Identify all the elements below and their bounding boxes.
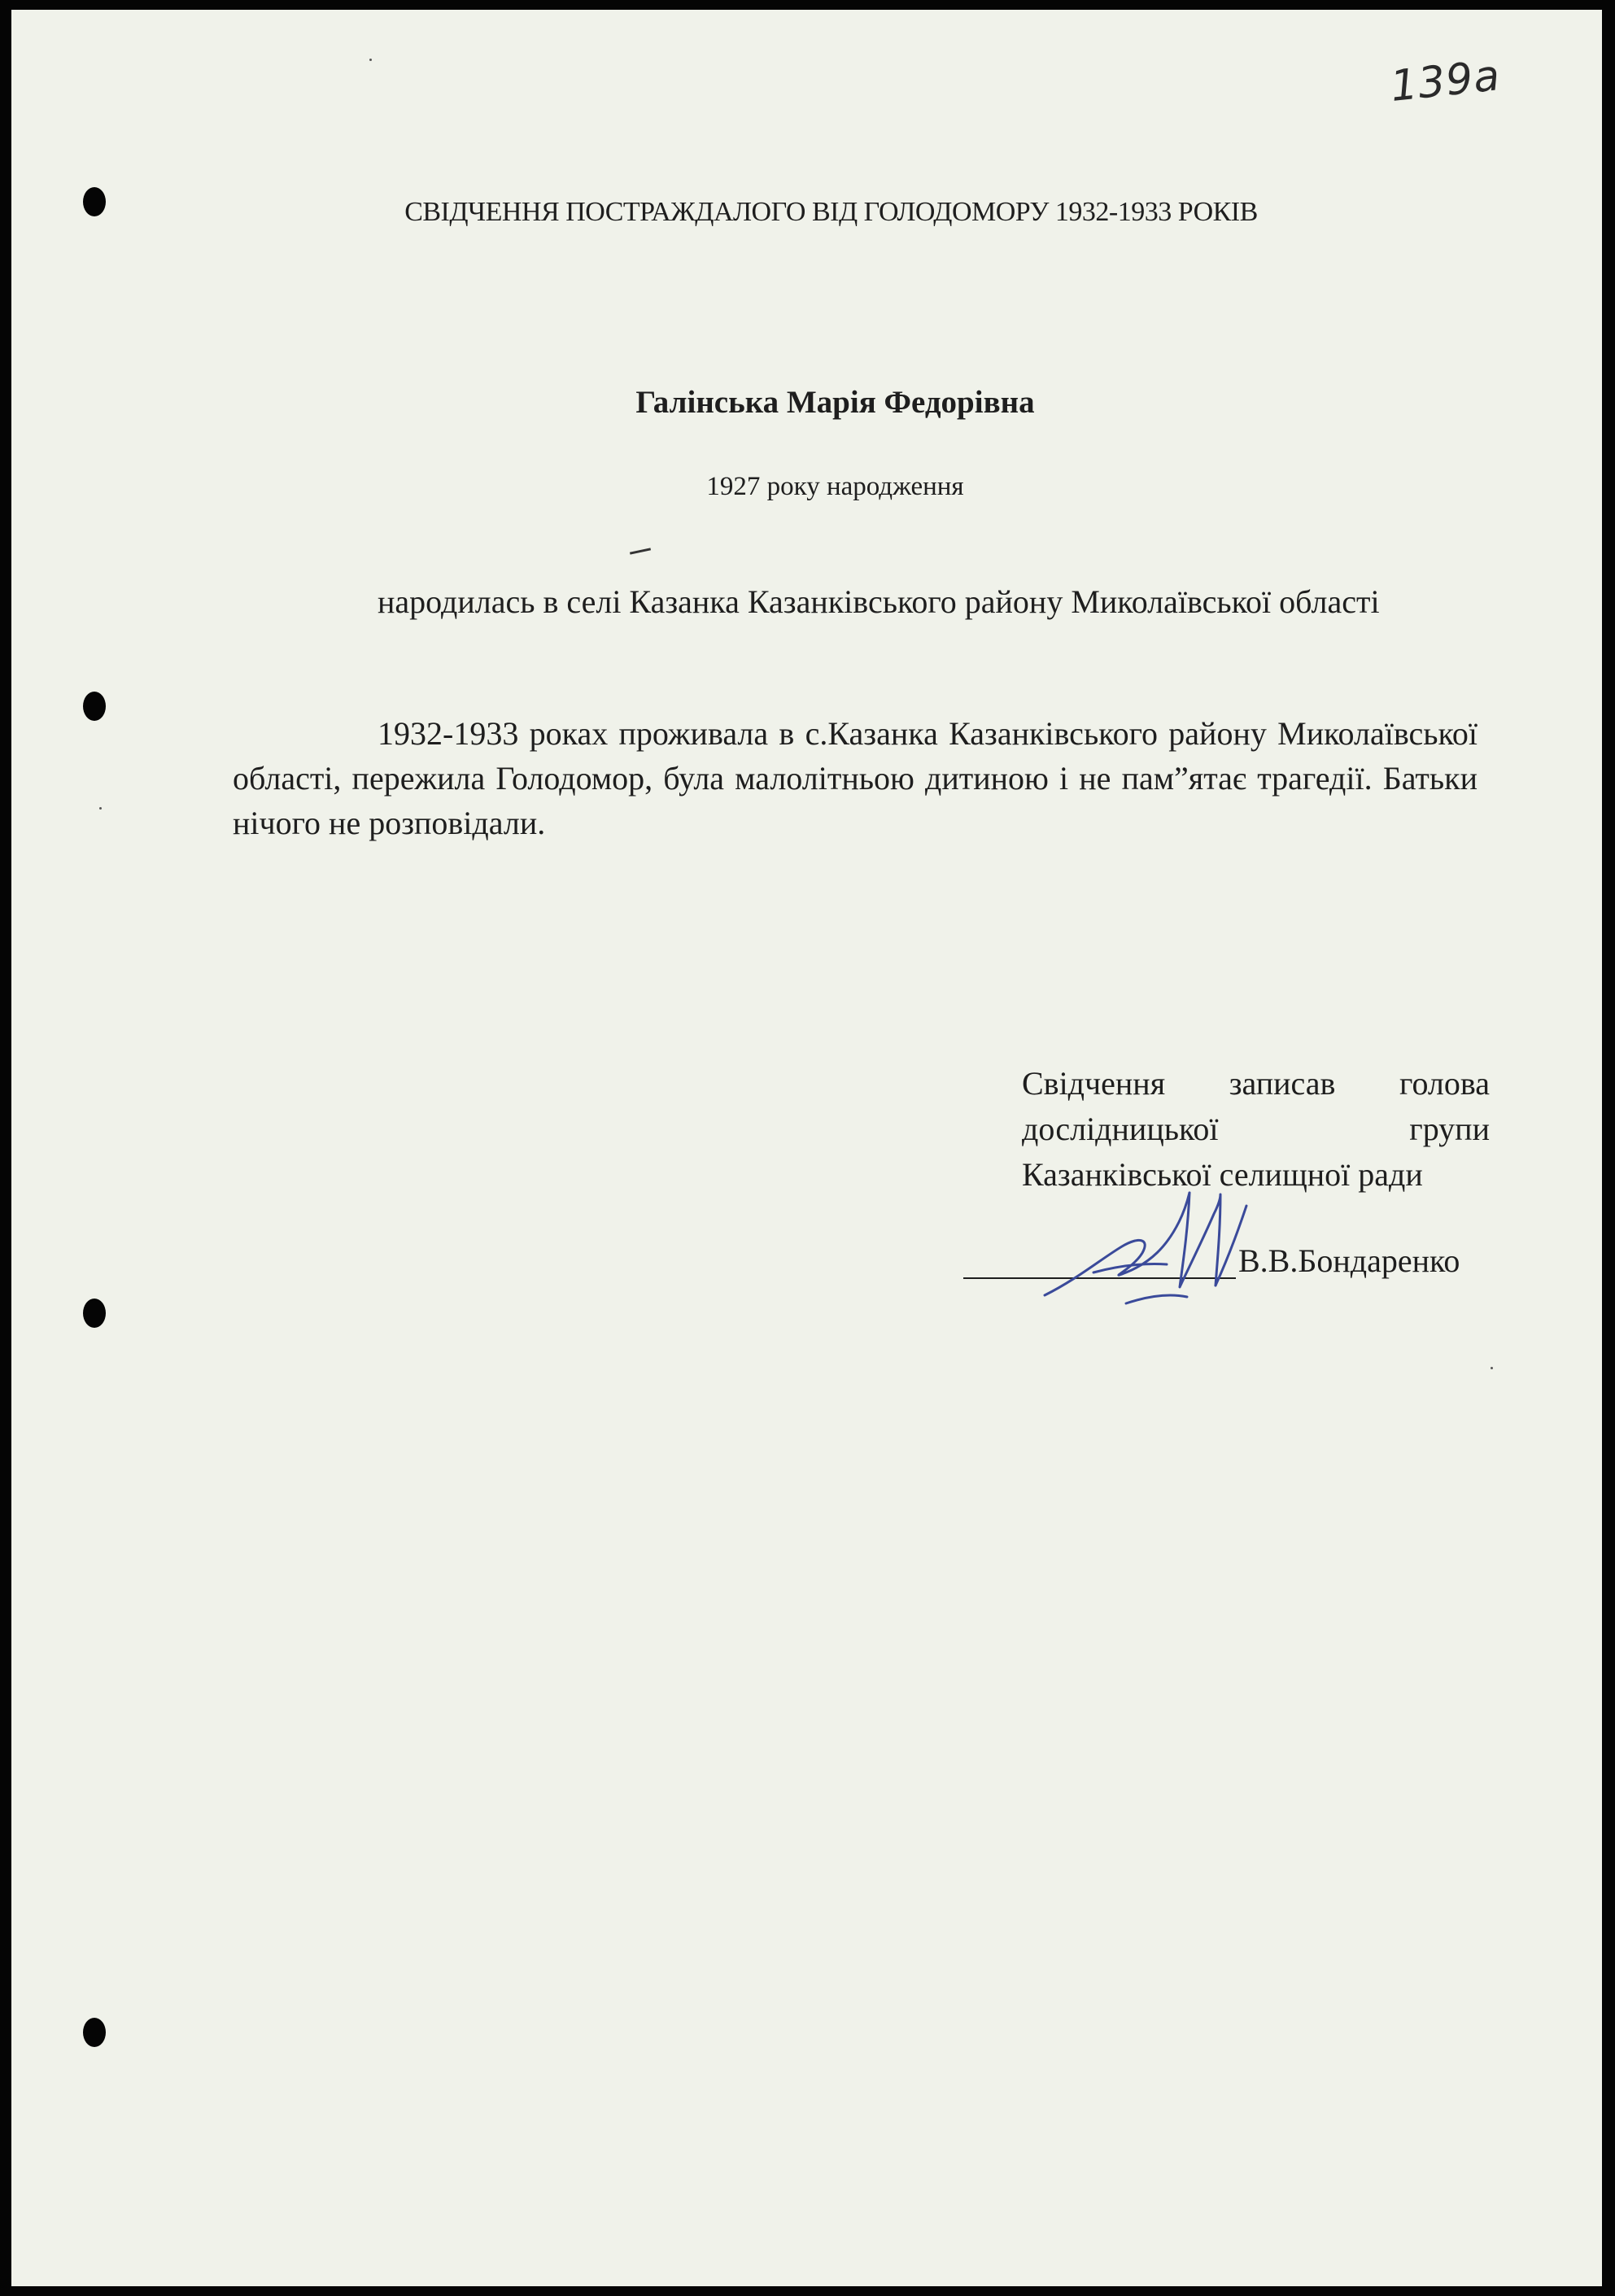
testimony-paragraph-famine: 1932-1933 роках проживала в с.Казанка Казанківського району Миколаївської області, пережила Голодомор, була малолітньою дитиною і не пам”ятає трагедії. Батьки нічого не розповідали. — [233, 715, 1478, 841]
handwritten-signature — [1028, 1181, 1281, 1312]
punch-hole — [83, 1299, 106, 1328]
witness-name: Галінська Марія Федорівна — [635, 385, 1035, 420]
document-page — [11, 10, 1602, 2286]
testimony-paragraph-birthplace: народилась в селі Казанка Казанківського району Миколаївської області — [378, 583, 1380, 620]
punch-hole — [83, 692, 106, 721]
stray-pen-mark — [630, 548, 651, 554]
recorder-line-1: Свідчення записав голова — [1022, 1065, 1490, 1102]
document-title: СВІДЧЕННЯ ПОСТРАЖДАЛОГО ВІД ГОЛОДОМОРУ 1932-1933 РОКІВ — [404, 197, 1258, 227]
witness-birth-year: 1927 року народження — [706, 472, 964, 501]
recorder-block — [1022, 1061, 1490, 1198]
paper-speck — [369, 59, 372, 61]
paper-speck — [1491, 1367, 1493, 1369]
recorder-name: В.В.Бондаренко — [1238, 1242, 1460, 1279]
recorder-line-2: дослідницької групи — [1022, 1111, 1490, 1147]
punch-hole — [83, 2018, 106, 2047]
archive-page-number: 139а — [1388, 51, 1503, 111]
paper-speck — [99, 807, 102, 810]
recorder-line-3: Казанківської селищної ради — [1022, 1156, 1423, 1193]
